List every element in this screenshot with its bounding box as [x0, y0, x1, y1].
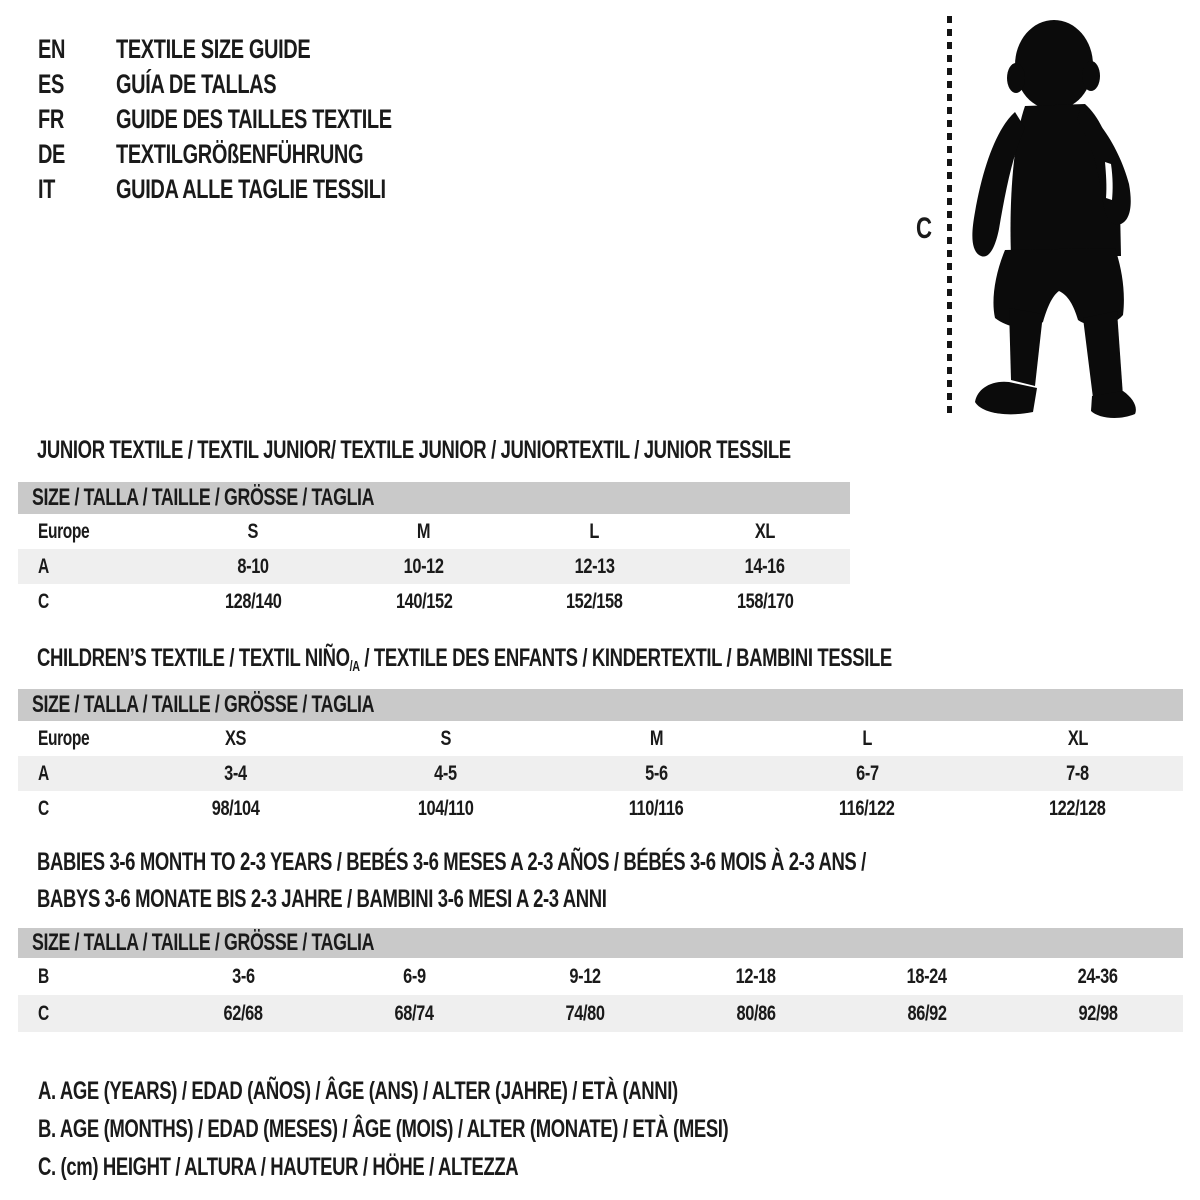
value-cell: 14-16 [744, 554, 785, 578]
value-cell: 98/104 [211, 796, 260, 820]
value-cell: 18-24 [906, 964, 947, 988]
row-label: A [38, 554, 49, 578]
row-label: C [38, 589, 49, 613]
value-cell: L [589, 519, 600, 543]
toddler-silhouette-icon [965, 18, 1140, 418]
language-label: TEXTILGRÖßENFÜHRUNG [116, 139, 364, 169]
value-cell: 3-6 [232, 964, 255, 988]
language-row-de [38, 137, 489, 172]
children-table [18, 689, 1183, 826]
value-cell: 6-9 [402, 964, 426, 988]
nino-a-subscript: /A [349, 659, 360, 676]
value-cell: 68/74 [394, 1001, 434, 1025]
row-label: C [38, 1001, 49, 1025]
size-header-bar: SIZE / TALLA / TAILLE / GRÖSSE / TAGLIA [18, 482, 850, 514]
legend-line-b: B. AGE (MONTHS) / EDAD (MESES) / ÂGE (MOIS) / ALTER (MONATE) / ETÀ (MESI) [38, 1115, 729, 1143]
language-code: ES [38, 69, 64, 99]
value-cell: 12-13 [574, 554, 615, 578]
value-cell: M [649, 726, 664, 750]
language-code: EN [38, 34, 66, 64]
language-row-en [38, 32, 489, 67]
value-cell: 128/140 [224, 589, 282, 613]
language-label: GUÍA DE TALLAS [116, 69, 277, 99]
size-header-bar: SIZE / TALLA / TAILLE / GRÖSSE / TAGLIA [18, 928, 1183, 958]
value-cell: 4-5 [434, 761, 458, 785]
language-code: IT [38, 174, 56, 204]
language-label: GUIDA ALLE TAGLIE TESSILI [116, 174, 386, 204]
language-list [38, 32, 489, 207]
height-dashed-line [947, 16, 952, 416]
table-row [18, 514, 850, 549]
value-cell: 74/80 [565, 1001, 605, 1025]
value-cell: XL [754, 519, 775, 543]
table-row [18, 584, 850, 619]
row-label: C [38, 796, 49, 820]
children-table-title: CHILDREN’S TEXTILE / TEXTIL $NIÑO_{/A}$ / TEXTILE DES ENFANTS / KINDERTEXTIL / BAMBINI TESSILE [37, 644, 892, 676]
value-cell: 9-12 [569, 964, 601, 988]
junior-table-title: JUNIOR TEXTILE / TEXTIL JUNIOR/ TEXTILE JUNIOR / JUNIORTEXTIL / JUNIOR TESSILE [37, 436, 791, 464]
value-cell: 80/86 [736, 1001, 776, 1025]
table-row [18, 549, 850, 584]
language-code: DE [38, 139, 66, 169]
legend [38, 1072, 971, 1186]
language-row-fr [38, 102, 489, 137]
value-cell: 158/170 [736, 589, 793, 613]
value-cell: 6-7 [855, 761, 879, 785]
value-cell: 140/152 [395, 589, 452, 613]
value-cell: L [862, 726, 872, 750]
language-label: TEXTILE SIZE GUIDE [116, 34, 311, 64]
legend-line-a: A. AGE (YEARS) / EDAD (AÑOS) / ÂGE (ANS) / ALTER (JAHRE) / ETÀ (ANNI) [38, 1077, 678, 1105]
row-label: Europe [38, 519, 90, 543]
value-cell: S [247, 519, 259, 543]
value-cell: 116/122 [839, 796, 895, 820]
value-cell: 10-12 [403, 554, 444, 578]
value-cell: 62/68 [223, 1001, 263, 1025]
table-row [18, 958, 1183, 995]
value-cell: 104/110 [418, 796, 474, 820]
row-label: A [38, 761, 49, 785]
value-cell: XS [224, 726, 246, 750]
legend-line-c: C. (cm) HEIGHT / ALTURA / HAUTEUR / HÖHE / ALTEZZA [38, 1153, 519, 1181]
language-label: GUIDE DES TAILLES TEXTILE [116, 104, 392, 134]
height-marker-label: C [916, 212, 932, 245]
babies-table [18, 928, 1183, 1032]
size-header-bar: SIZE / TALLA / TAILLE / GRÖSSE / TAGLIA [18, 689, 1183, 721]
value-cell: 122/128 [1049, 796, 1106, 820]
row-label: Europe [38, 726, 90, 750]
value-cell: 8-10 [237, 554, 269, 578]
value-cell: 152/158 [565, 589, 623, 613]
value-cell: 3-4 [224, 761, 247, 785]
row-label: B [38, 964, 49, 988]
table-row [18, 721, 1183, 756]
value-cell: XL [1067, 726, 1088, 750]
value-cell: 5-6 [645, 761, 668, 785]
language-row-it [38, 172, 489, 207]
language-row-es [38, 67, 489, 102]
value-cell: 24-36 [1077, 964, 1118, 988]
babies-table-title: BABIES 3-6 MONTH TO 2-3 YEARS / BEBÉS 3-6 MESES A 2-3 AÑOS / BÉBÉS 3-6 MOIS À 2-3 ANS / BABYS 3-6 MONATE BIS 2-3 JAHRE / BAMBINI 3-6 MESI A 2-3 ANNI [37, 848, 866, 913]
table-row [18, 756, 1183, 791]
value-cell: 12-18 [735, 964, 776, 988]
value-cell: 110/116 [629, 796, 684, 820]
table-row [18, 791, 1183, 826]
value-cell: S [440, 726, 452, 750]
language-code: FR [38, 104, 64, 134]
junior-table [18, 482, 850, 619]
value-cell: 92/98 [1078, 1001, 1118, 1025]
value-cell: 7-8 [1066, 761, 1089, 785]
value-cell: 86/92 [907, 1001, 947, 1025]
table-row [18, 995, 1183, 1032]
value-cell: M [417, 519, 431, 543]
